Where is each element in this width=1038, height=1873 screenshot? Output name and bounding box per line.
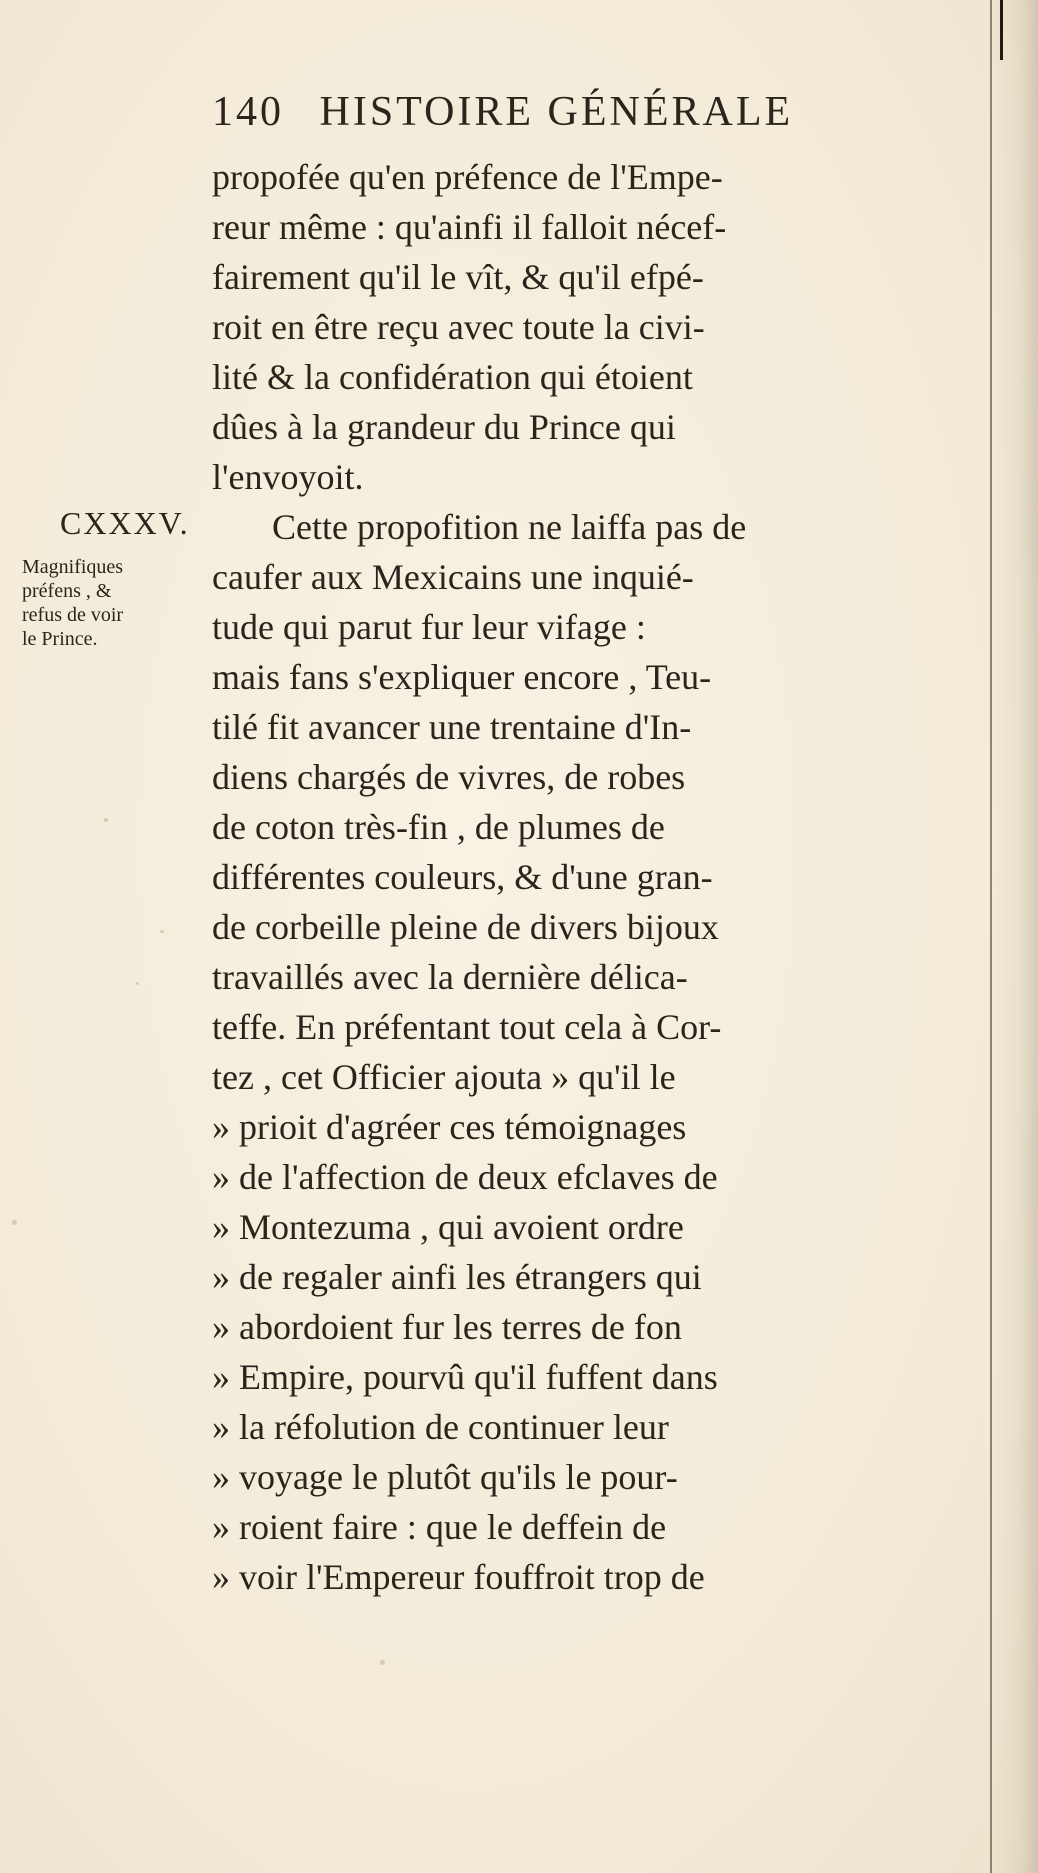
text-line: caufer aux Mexicains une inquié-: [212, 557, 694, 597]
text-line: de coton très-fin , de plumes de: [212, 807, 665, 847]
text-line: diens chargés de vivres, de robes: [212, 757, 686, 797]
text-line: » voyage le plutôt qu'ils le pour-: [212, 1457, 678, 1497]
text-line: roit en être reçu avec toute la civi-: [212, 307, 705, 347]
text-line: » de l'affection de deux efclaves de: [212, 1157, 718, 1197]
body-text: [212, 152, 902, 1602]
text-line: » prioit d'agréer ces témoignages: [212, 1107, 687, 1147]
text-line: » voir l'Empereur fouffroit trop de: [212, 1557, 705, 1597]
text-line: » abordoient fur les terres de fon: [212, 1307, 682, 1347]
paper-speck: [380, 1660, 385, 1665]
text-line: l'envoyoit.: [212, 457, 364, 497]
section-number: CXXXV.: [60, 505, 190, 541]
paper-speck: [12, 1220, 17, 1225]
text-line: dûes à la grandeur du Prince qui: [212, 407, 676, 447]
running-header: [212, 88, 862, 148]
side-note-line: Magnifiques: [22, 556, 124, 578]
gutter-shadow: [990, 0, 1038, 1873]
side-note-line: préfens , &: [22, 580, 112, 602]
text-line: travaillés avec la dernière délica-: [212, 957, 688, 997]
text-line: tez , cet Officier ajouta » qu'il le: [212, 1057, 676, 1097]
text-line: tilé fit avancer une trentaine d'In-: [212, 707, 692, 747]
page-edge-line-top: [1000, 0, 1003, 60]
page-edge-line: [990, 0, 992, 1873]
text-line: de corbeille pleine de divers bijoux: [212, 907, 719, 947]
text-line: tude qui parut fur leur vifage :: [212, 607, 646, 647]
paper-speck: [160, 930, 164, 933]
side-note-line: refus de voir: [22, 604, 124, 626]
text-line: reur même : qu'ainfi il falloit nécef-: [212, 207, 727, 247]
paper-speck: [136, 982, 139, 985]
side-note-line: le Prince.: [22, 628, 98, 650]
text-line: mais fans s'expliquer encore , Teu-: [212, 657, 712, 697]
text-line: propofée qu'en préfence de l'Empe-: [212, 157, 723, 197]
side-note: [22, 555, 212, 651]
text-line: » la réfolution de continuer leur: [212, 1407, 669, 1447]
text-line: » roient faire : que le deffein de: [212, 1507, 667, 1547]
text-line: » Empire, pourvû qu'il fuffent dans: [212, 1357, 718, 1397]
text-line: » Montezuma , qui avoient ordre: [212, 1207, 684, 1247]
text-line: » de regaler ainfi les étrangers qui: [212, 1257, 702, 1297]
text-line: lité & la confidération qui étoient: [212, 357, 693, 397]
text-line: différentes couleurs, & d'une gran-: [212, 857, 713, 897]
text-line: teffe. En préfentant tout cela à Cor-: [212, 1007, 722, 1047]
text-line: fairement qu'il le vît, & qu'il efpé-: [212, 257, 704, 297]
paper-speck: [104, 818, 108, 822]
page-number: 140: [212, 89, 284, 135]
running-title: HISTOIRE GÉNÉRALE: [319, 89, 794, 135]
paragraph-start-line: Cette propofition ne laiffa pas de: [272, 507, 747, 547]
